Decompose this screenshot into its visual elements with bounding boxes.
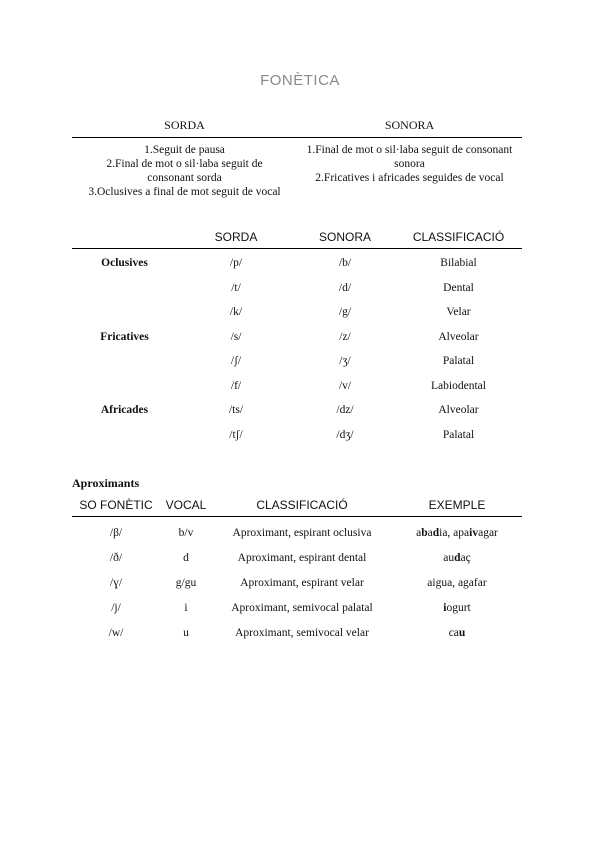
header-vocal: VOCAL: [165, 498, 207, 512]
sonora-phoneme: /v/: [338, 379, 352, 392]
so-fonetic-cell: /β/: [109, 526, 123, 539]
sorda-rule: 1.Seguit de pausa: [144, 144, 225, 156]
sorda-phoneme: /tʃ/: [229, 428, 243, 441]
header-sonora: SONORA: [318, 230, 371, 244]
header-classificacio: CLASSIFICACIÓ: [256, 498, 348, 512]
sonora-phoneme: /b/: [338, 257, 352, 270]
classificacio-cell: Velar: [446, 306, 471, 319]
table-row: [72, 349, 522, 374]
classificacio-cell: Aproximant, espirant velar: [240, 576, 364, 589]
table-row: [72, 545, 522, 570]
exemple-fragment: ogurt: [446, 601, 471, 614]
sonora-phoneme: /dʒ/: [336, 428, 354, 441]
table-header-row: [72, 226, 522, 249]
header-sonora: SONORA: [384, 118, 435, 132]
sorda-phoneme: /ʃ/: [230, 355, 242, 368]
vocal-cell: d: [183, 551, 189, 564]
sorda-phoneme: /f/: [230, 379, 242, 392]
sorda-rule: 2.Final de mot o sil·laba seguit de consonant sorda: [106, 158, 263, 184]
table-row: [72, 325, 522, 350]
exemple-fragment: ia, apa: [439, 526, 470, 539]
so-fonetic-cell: /j/: [111, 601, 121, 614]
vocal-cell: g/gu: [175, 576, 197, 589]
sonora-rule: 2.Fricatives i africades seguides de vocal: [315, 172, 504, 184]
classificacio-cell: Aproximant, semivocal palatal: [231, 601, 373, 614]
group-label: Africades: [100, 404, 149, 417]
consonants-table: [72, 226, 522, 447]
vocal-cell: u: [183, 626, 189, 639]
classificacio-cell: Aproximant, espirant oclusiva: [232, 526, 372, 539]
exemple-fragment: i: [443, 601, 447, 614]
table-header-row: [72, 494, 522, 517]
voicing-rules-table: [72, 115, 522, 199]
exemple-fragment: ca: [448, 626, 459, 639]
header-sorda: SORDA: [164, 118, 205, 132]
exemple-fragment: iv: [469, 526, 479, 539]
classificacio-cell: Aproximant, semivocal velar: [235, 626, 369, 639]
sonora-phoneme: /ʒ/: [339, 355, 351, 368]
vocal-cell: b/v: [178, 526, 194, 539]
sorda-phoneme: /t/: [231, 281, 241, 294]
exemple-fragment: u: [458, 626, 466, 639]
table-row: [72, 620, 522, 645]
so-fonetic-cell: /ð/: [109, 551, 123, 564]
table-row: [72, 398, 522, 423]
vocal-cell: i: [184, 601, 188, 614]
table-row: [72, 300, 522, 325]
exemple-fragment: d: [454, 551, 461, 564]
so-fonetic-cell: /ɣ/: [109, 576, 123, 589]
classificacio-cell: Palatal: [442, 428, 475, 441]
sorda-rule: 3.Oclusives a final de mot seguit de vocal: [88, 186, 281, 198]
exemple-fragment: d: [432, 526, 440, 539]
aproximants-table: [72, 494, 522, 645]
sorda-phoneme: /ts/: [228, 404, 244, 417]
exemple-cell: [392, 552, 522, 564]
exemple-fragment: a: [427, 526, 433, 539]
table-row: [72, 276, 522, 301]
sonora-rules: [297, 143, 522, 199]
classificacio-cell: Bilabial: [440, 257, 477, 270]
classificacio-cell: Labiodental: [431, 379, 486, 392]
classificacio-cell: Alveolar: [438, 330, 479, 343]
header-classificacio: CLASSIFICACIÓ: [412, 230, 505, 244]
exemple-fragment: aigua, agafar: [427, 576, 487, 589]
sorda-phoneme: /s/: [230, 330, 242, 343]
exemple-cell: [392, 527, 522, 539]
exemple-fragment: b: [421, 526, 428, 539]
group-label: Fricatives: [100, 330, 149, 343]
classificacio-cell: Aproximant, espirant dental: [237, 551, 367, 564]
table-row: [72, 520, 522, 545]
classificacio-cell: Palatal: [442, 355, 475, 368]
table-row: [72, 251, 522, 276]
exemple-fragment: a: [416, 526, 422, 539]
group-label: Oclusives: [101, 257, 148, 270]
sonora-phoneme: /dz/: [336, 404, 354, 417]
table-row: [72, 570, 522, 595]
exemple-cell: [392, 627, 522, 639]
classificacio-cell: Alveolar: [438, 404, 479, 417]
table-row: [72, 595, 522, 620]
sonora-phoneme: /g/: [338, 306, 352, 319]
header-sorda: SORDA: [214, 230, 258, 244]
sonora-phoneme: /z/: [339, 330, 351, 343]
exemple-fragment: agar: [478, 526, 498, 539]
header-exemple: EXEMPLE: [428, 498, 486, 512]
sonora-phoneme: /d/: [338, 281, 352, 294]
exemple-cell: [392, 577, 522, 589]
aproximants-heading: Aproximants: [72, 476, 140, 490]
exemple-fragment: aç: [460, 551, 471, 564]
sorda-phoneme: /p/: [229, 257, 243, 270]
sorda-phoneme: /k/: [229, 306, 243, 319]
table-row: [72, 374, 522, 399]
exemple-cell: [392, 602, 522, 614]
sonora-rule: 1.Final de mot o sil·laba seguit de consonant sonora: [306, 144, 513, 170]
classificacio-cell: Dental: [443, 281, 474, 294]
table-row: [72, 423, 522, 448]
header-so-fonetic: SO FONÈTIC: [79, 498, 153, 512]
sorda-rules: [72, 143, 297, 199]
exemple-fragment: au: [443, 551, 455, 564]
so-fonetic-cell: /w/: [108, 626, 124, 639]
page-title: FONÈTICA: [260, 72, 340, 89]
